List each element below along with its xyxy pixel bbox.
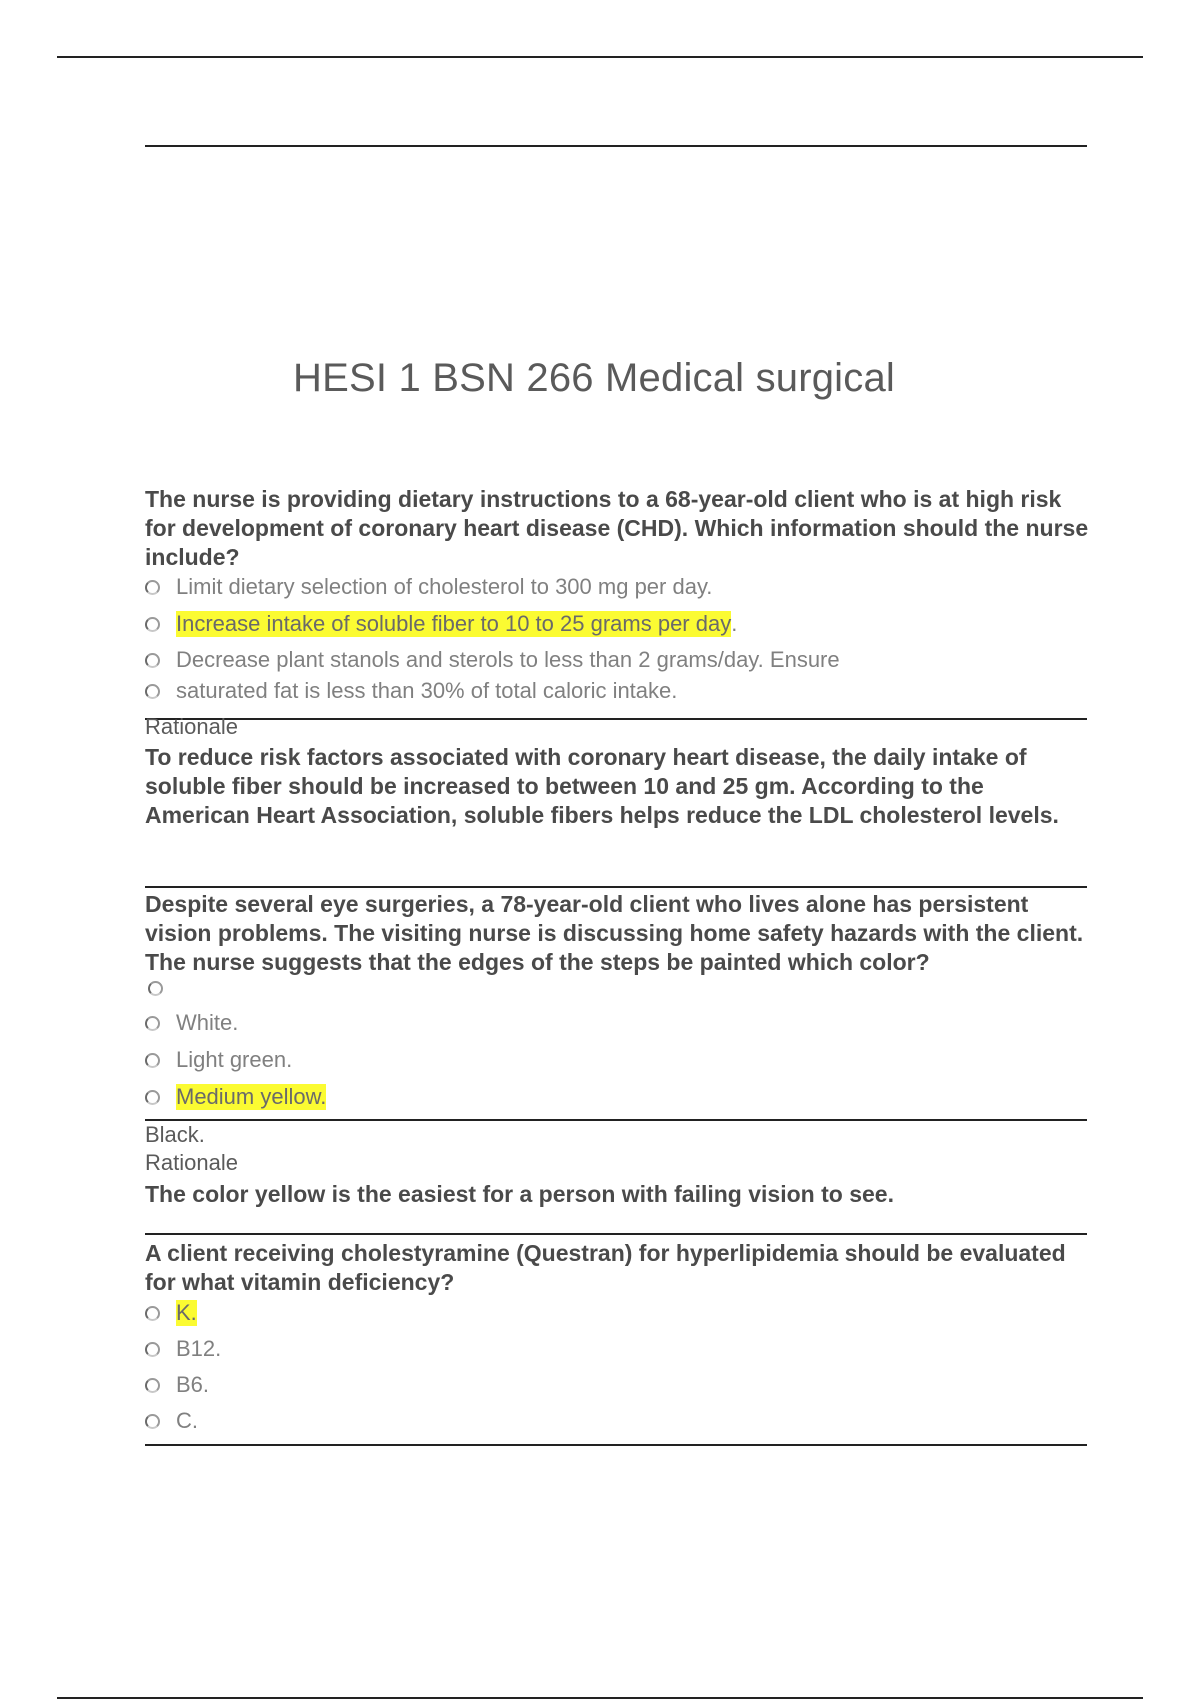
q2-end-rule xyxy=(145,1233,1087,1235)
q3-option-3-label: B6. xyxy=(176,1372,210,1397)
q2-option-1[interactable] xyxy=(145,1008,238,1038)
header-rule xyxy=(145,145,1087,147)
radio-icon[interactable] xyxy=(145,1378,160,1393)
radio-icon[interactable] xyxy=(145,1306,160,1321)
q2-rationale-label: Rationale xyxy=(145,1150,238,1175)
radio-icon[interactable] xyxy=(145,684,160,699)
radio-icon[interactable] xyxy=(145,1414,160,1429)
q1-option-3-label: Decrease plant stanols and sterols to less than 2 grams/day. Ensure xyxy=(176,647,840,672)
q2-option-3[interactable] xyxy=(145,1082,326,1112)
radio-icon[interactable] xyxy=(148,981,163,996)
q3-end-rule xyxy=(145,1444,1087,1446)
q1-options-rule xyxy=(145,718,1087,720)
q3-option-4[interactable] xyxy=(145,1406,198,1436)
q1-option-3[interactable] xyxy=(145,645,840,675)
radio-icon[interactable] xyxy=(145,1090,160,1105)
question-3-text: A client receiving cholestyramine (Questran) for hyperlipidemia should be evaluated for what vitamin deficiency? xyxy=(145,1240,1066,1295)
q3-option-1-label: K. xyxy=(176,1300,197,1325)
q1-rationale-label: Rationale xyxy=(145,714,238,739)
q2-options-rule xyxy=(145,1119,1087,1121)
radio-icon[interactable] xyxy=(145,1053,160,1068)
q1-rationale-text: To reduce risk factors associated with coronary heart disease, the daily intake of soluble fiber should be increased to between 10 and 25 gm. According to the American Heart Association, soluble fibers helps reduce the LDL cholesterol levels. xyxy=(145,744,1059,828)
page-bottom-rule xyxy=(57,1697,1143,1699)
q1-option-2-label: Increase intake of soluble fiber to 10 to 25 grams per day xyxy=(176,611,732,636)
q1-option-2-tail: . xyxy=(731,611,738,636)
q2-option-1-label: White. xyxy=(176,1010,239,1035)
q1-option-1[interactable] xyxy=(145,572,712,602)
question-1-text: The nurse is providing dietary instructions to a 68-year-old client who is at high risk for development of coronary heart disease (CHD). Which information should the nurse include? xyxy=(145,486,1089,570)
q2-option-2-label: Light green. xyxy=(176,1047,293,1072)
q3-option-2-label: B12. xyxy=(176,1336,222,1361)
document-title: HESI 1 BSN 266 Medical surgical xyxy=(292,356,896,400)
radio-icon[interactable] xyxy=(145,653,160,668)
q1-option-2[interactable] xyxy=(145,609,737,639)
q2-trailing-answer: Black. xyxy=(145,1122,205,1147)
radio-icon[interactable] xyxy=(145,580,160,595)
q2-rationale-text: The color yellow is the easiest for a person with failing vision to see. xyxy=(145,1181,894,1207)
page-top-rule xyxy=(57,56,1143,58)
q3-option-3[interactable] xyxy=(145,1370,209,1400)
q2-option-3-label: Medium yellow. xyxy=(176,1084,327,1109)
q3-option-2[interactable] xyxy=(145,1334,221,1364)
q1-option-4[interactable] xyxy=(145,676,677,706)
q1-option-4-label: saturated fat is less than 30% of total caloric intake. xyxy=(176,678,678,703)
radio-icon[interactable] xyxy=(145,1342,160,1357)
q3-option-4-label: C. xyxy=(176,1408,198,1433)
q1-end-rule xyxy=(145,886,1087,888)
question-2-text: Despite several eye surgeries, a 78-year-old client who lives alone has persistent vision problems. The visiting nurse is discussing home safety hazards with the client. The nurse suggests that the edges of the steps be painted which color? xyxy=(145,891,1084,975)
radio-icon[interactable] xyxy=(145,1016,160,1031)
q2-option-2[interactable] xyxy=(145,1045,292,1075)
q1-option-1-label: Limit dietary selection of cholesterol to 300 mg per day. xyxy=(176,574,713,599)
radio-icon[interactable] xyxy=(145,617,160,632)
q3-option-1[interactable] xyxy=(145,1298,197,1328)
